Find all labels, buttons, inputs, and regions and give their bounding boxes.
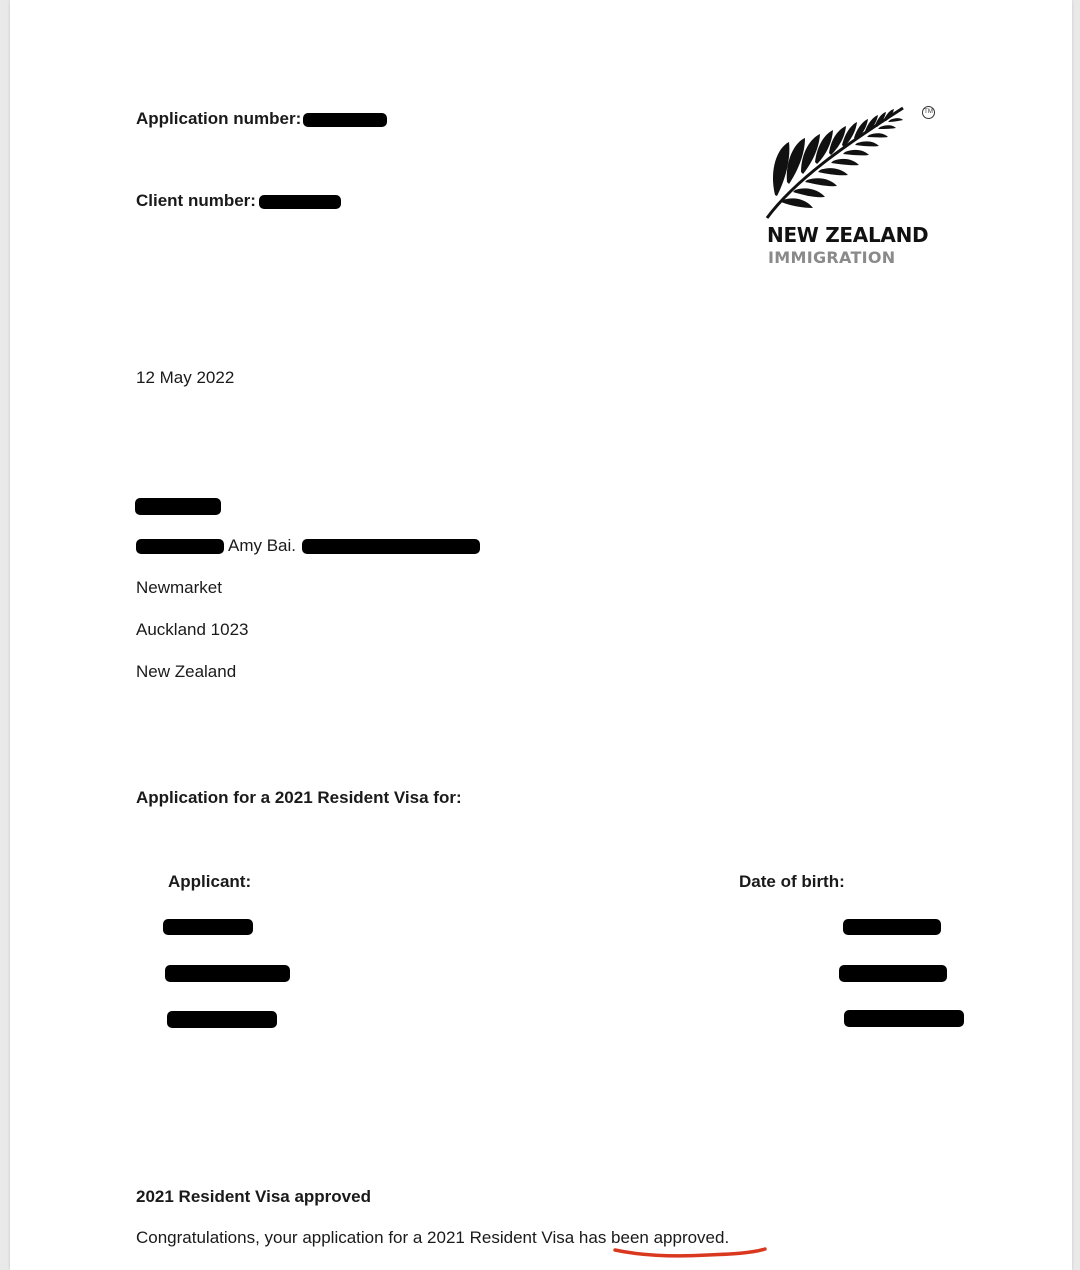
client-number-redaction bbox=[259, 195, 341, 209]
address-suburb: Newmarket bbox=[136, 578, 222, 597]
dob-redaction bbox=[844, 1010, 964, 1027]
trademark-icon: TM bbox=[922, 106, 935, 119]
care-of-name: Amy Bai. bbox=[228, 536, 297, 555]
letter-date: 12 May 2022 bbox=[136, 368, 235, 387]
applicant-name-redaction bbox=[167, 1011, 277, 1028]
decision-text: Congratulations, your application for a 2021 Resident Visa has been approved. bbox=[136, 1228, 730, 1247]
recipient-name-redaction bbox=[135, 498, 221, 515]
silver-fern-icon bbox=[765, 100, 930, 222]
address-line-care-of bbox=[136, 536, 480, 556]
address-city: Auckland 1023 bbox=[136, 620, 249, 639]
decision-heading: 2021 Resident Visa approved bbox=[136, 1187, 371, 1206]
applicant-name-redaction bbox=[163, 919, 253, 935]
dob-redaction bbox=[839, 965, 947, 982]
address-redaction-right bbox=[302, 539, 480, 554]
applicant-column-header: Applicant: bbox=[168, 872, 252, 891]
address-redaction-left bbox=[136, 539, 224, 554]
logo-subtitle: IMMIGRATION bbox=[768, 248, 896, 267]
address-country: New Zealand bbox=[136, 662, 237, 681]
application-number-label: Application number: bbox=[136, 109, 302, 128]
nz-immigration-logo bbox=[765, 100, 940, 270]
application-number-row bbox=[136, 109, 387, 129]
red-underline-annotation bbox=[613, 1244, 773, 1262]
dob-redaction bbox=[843, 919, 941, 935]
application-number-redaction bbox=[303, 113, 387, 127]
applicant-name-redaction bbox=[165, 965, 290, 982]
dob-column-header: Date of birth: bbox=[739, 872, 845, 891]
logo-title: NEW ZEALAND bbox=[767, 223, 929, 247]
letter-page bbox=[10, 0, 1072, 1270]
application-heading: Application for a 2021 Resident Visa for: bbox=[136, 788, 462, 807]
client-number-row bbox=[136, 191, 341, 211]
client-number-label: Client number: bbox=[136, 191, 256, 210]
